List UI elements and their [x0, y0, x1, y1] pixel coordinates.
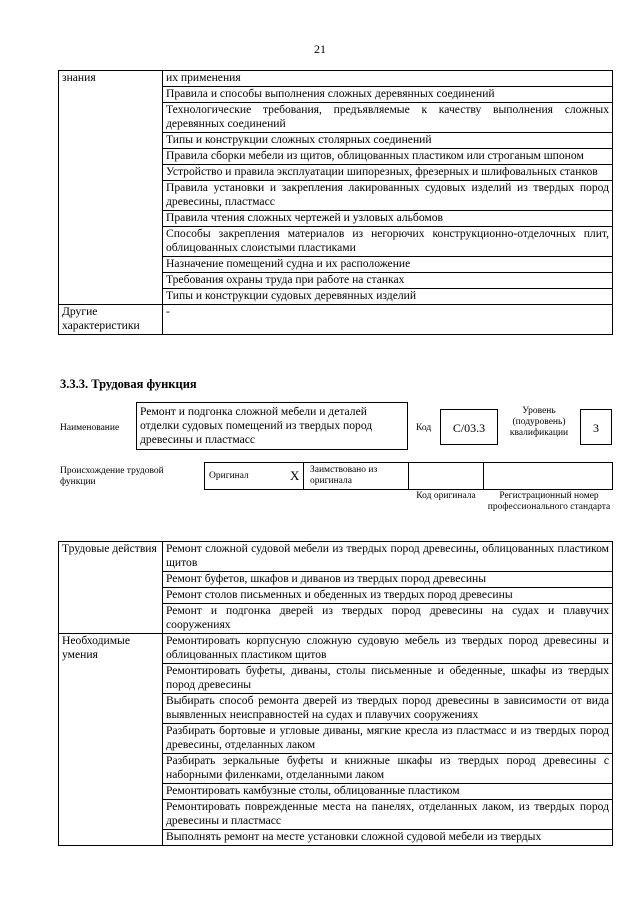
table-row	[59, 634, 613, 664]
table-cell: Ремонтировать камбузные столы, облицованные пластиком	[163, 784, 613, 800]
borrowed-label: Заимствовано из оригинала	[310, 465, 378, 486]
table-cell: Назначение помещений судна и их расположение	[163, 257, 613, 273]
table-cell: Устройство и правила эксплуатации шипорезных, фрезерных и шлифовальных станков	[163, 165, 613, 181]
table-cell: Ремонт буфетов, шкафов и диванов из твердых пород древесины	[163, 572, 613, 588]
table-cell: Ремонтировать буфеты, диваны, столы письменные и обеденные, шкафы из твердых пород древесины	[163, 664, 613, 694]
table-cell: Выполнять ремонт на месте установки сложной судовой мебели из твердых	[163, 830, 613, 846]
reg-caption: Регистрационный номер профессионального стандарта	[487, 491, 611, 512]
table-cell: Технологические требования, предъявляемые к качеству выполнения сложных деревянных соединений	[163, 103, 613, 133]
level-value: 3	[580, 409, 612, 445]
code-label: Код	[416, 423, 432, 433]
table-cell: Ремонт сложной судовой мебели из твердых пород древесины, облицованных пластиком щитов	[163, 542, 613, 572]
original-label: Оригинал	[209, 471, 249, 481]
level-label: Уровень (подуровень) квалификации	[509, 406, 569, 438]
table-cell: Типы и конструкции судовых деревянных изделий	[163, 289, 613, 305]
row-label: Необходимые умения	[59, 634, 163, 846]
table-cell: Ремонт столов письменных и обеденных из твердых пород древесины	[163, 588, 613, 604]
table-cell: их применения	[163, 71, 613, 87]
section-title: 3.3.3. Трудовая функция	[60, 377, 197, 391]
actions-table	[58, 541, 613, 846]
table-cell: Разбирать зеркальные буфеты и книжные шкафы из твердых пород древесины с наборными филенками, отделанными лаком	[163, 754, 613, 784]
table-cell: -	[163, 305, 613, 335]
table-row	[59, 305, 613, 335]
table-cell: Требования охраны труда при работе на станках	[163, 273, 613, 289]
table-cell: Разбирать бортовые и угловые диваны, мягкие кресла из пластмасс и из твердых пород древесины, отделанных лаком	[163, 724, 613, 754]
original-code-box	[408, 462, 484, 490]
page-number: 21	[314, 42, 326, 56]
row-label: Трудовые действия	[59, 542, 163, 634]
function-name: Ремонт и подгонка сложной мебели и деталей отделки судовых помещений из твердых пород древесины и пластмасс	[136, 402, 408, 450]
table-row	[59, 542, 613, 572]
table-cell: Типы и конструкции сложных столярных соединений	[163, 133, 613, 149]
origin-label: Происхождение трудовой функции	[60, 466, 164, 487]
function-code: С/03.3	[440, 409, 498, 445]
table-cell: Правила и способы выполнения сложных деревянных соединений	[163, 87, 613, 103]
table-cell: Способы закрепления материалов из негорючих конструкционно-отделочных плит, облицованных слоистыми пластиками	[163, 227, 613, 257]
table-cell: Правила сборки мебели из щитов, облицованных пластиком или строганым шпоном	[163, 149, 613, 165]
name-label: Наименование	[60, 423, 120, 433]
reg-number-box	[483, 462, 613, 490]
row-label: Другие характеристики	[59, 305, 163, 335]
table-cell: Правила чтения сложных чертежей и узловых альбомов	[163, 211, 613, 227]
code-caption: Код оригинала	[416, 491, 476, 501]
table-cell: Ремонтировать поврежденные места на панелях, отделанных лаком, из твердых пород древесины и пластмасс	[163, 800, 613, 830]
original-mark: X	[290, 468, 300, 483]
table-cell: Выбирать способ ремонта дверей из твердых пород древесины в зависимости от вида выявленных неисправностей на судах и плавучих сооружениях	[163, 694, 613, 724]
table-cell: Правила установки и закрепления лакированных судовых изделий из твердых пород древесины, пластмасс	[163, 181, 613, 211]
table-cell: Ремонтировать корпусную сложную судовую мебель из твердых пород древесины и облицованных пластиком щитов	[163, 634, 613, 664]
table-cell: Ремонт и подгонка дверей из твердых пород древесины на судах и плавучих сооружениях	[163, 604, 613, 634]
row-label: знания	[59, 71, 163, 305]
table-row	[59, 71, 613, 87]
knowledge-table	[58, 70, 613, 335]
